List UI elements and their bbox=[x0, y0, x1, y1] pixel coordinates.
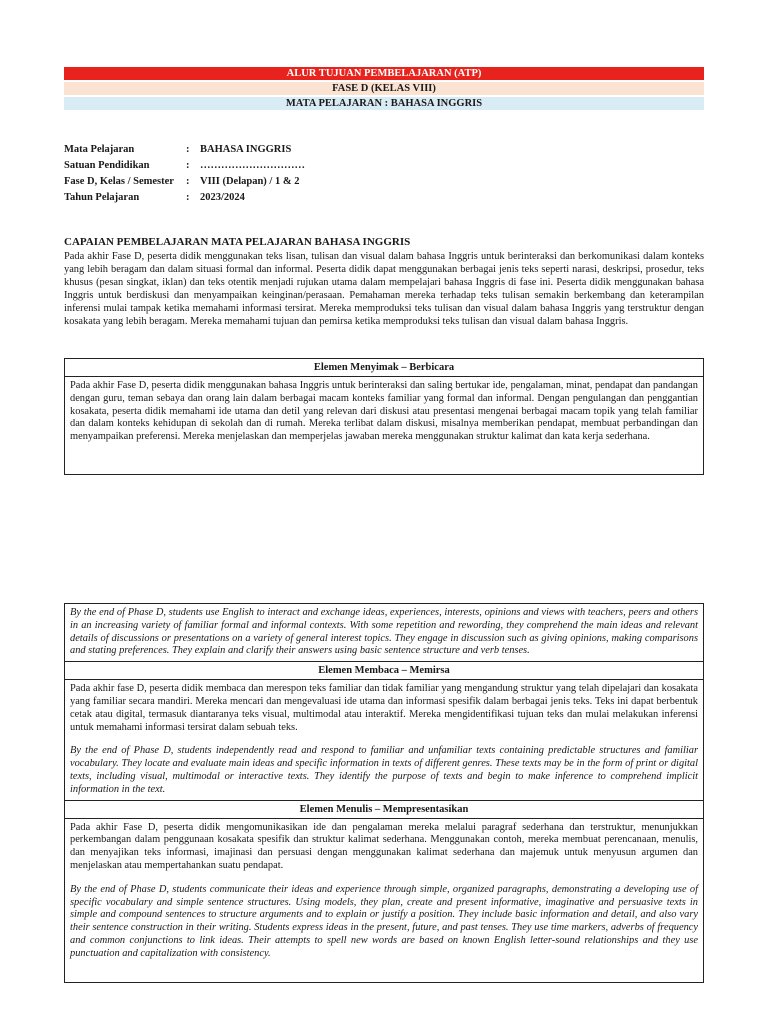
elemen-menulis-text-en: By the end of Phase D, students communicate their ideas and experience through simple, organized paragraphs, demonstrating a developing use of specific vocabulary and simple sentence structures. Using models, they plan, create and present informative, imaginative and persuasive texts in simple and compound sentences to structure arguments and to explain or justify a position. They include basic information and detail, and also vary their sentence construction in their writing. Students express ideas in the present, future, and past tenses. They use time markers, adverbs of frequency and common conjunctions to link ideas. Their attempts to spell new words are based on known English letter-sound relationships and they use punctuation and capitalization with consistency. bbox=[70, 883, 698, 959]
info-row bbox=[64, 174, 305, 190]
capaian-title: CAPAIAN PEMBELAJARAN MATA PELAJARAN BAHASA INGGRIS bbox=[64, 236, 411, 248]
elemen-menulis-text-id: Pada akhir Fase D, peserta didik mengomunikasikan ide dan pengalaman mereka melalui paragraf sederhana dan terstruktur, menunjukkan perkembangan dalam penggunaan kosakata spesifik dan struktur kalimat sederhana. Menggunakan contoh, mereka membuat perencanaan, menulis, dan menyajikan teks informasi, imajinasi dan persuasi dengan menggunakan kalimat sederhana dan majemuk untuk menyusun argumen dan menjelaskan atau mempertahankan suatu pendapat. bbox=[70, 821, 698, 871]
capaian-text: Pada akhir Fase D, peserta didik menggunakan teks lisan, tulisan dan visual dalam bahasa Inggris untuk berinteraksi dan berkomunikasi dalam konteks yang lebih beragam dan dalam situasi formal dan informal. Peserta didik dapat menggunakan berbagai jenis teks seperti narasi, deskripsi, prosedur, teks khusus (pesan singkat, iklan) dan teks otentik menjadi rujukan utama dalam mempelajari bahasa Inggris di fase ini. Peserta didik menggunakan bahasa Inggris untuk berdiskusi dan menyampaikan keinginan/perasaan. Pemahaman mereka terhadap teks tulisan semakin berkembang dan keterampilan inferensi mulai tampak ketika memahami informasi tersirat. Mereka memproduksi teks tulisan dan visual dalam bahasa Inggris yang terstruktur dengan kosakata yang lebih beragam. Mereka memahami tujuan dan pemirsa ketika memproduksi teks tulisan dan visual dalam bahasa Inggris. bbox=[64, 251, 704, 327]
info-value: ………………………… bbox=[200, 160, 305, 171]
info-label: Satuan Pendidikan bbox=[64, 160, 150, 171]
info-sep: : bbox=[186, 144, 190, 155]
phase-bar: FASE D (KELAS VIII) bbox=[64, 82, 704, 95]
elemen-menyimak-box bbox=[64, 358, 704, 475]
elemen-membaca-title: Elemen Membaca – Memirsa bbox=[65, 661, 703, 680]
info-value: BAHASA INGGRIS bbox=[200, 144, 292, 155]
info-row bbox=[64, 142, 305, 158]
elemen-menyimak-title: Elemen Menyimak – Berbicara bbox=[65, 359, 703, 377]
subject-bar: MATA PELAJARAN : BAHASA INGGRIS bbox=[64, 97, 704, 110]
info-row bbox=[64, 190, 305, 206]
info-label: Tahun Pelajaran bbox=[64, 192, 140, 203]
info-label: Mata Pelajaran bbox=[64, 144, 135, 155]
elemen-membaca-text-en: By the end of Phase D, students independently read and respond to familiar and unfamiliar texts containing predictable structures and familiar vocabulary. They locate and evaluate main ideas and specific information in texts of different genres. These texts may be in the form of print or digital texts, including visual, multimodal or interactive texts. They identify the purpose of texts and begin to make inference to comprehend implicit information in the text. bbox=[70, 745, 698, 795]
doc-title-bar: ALUR TUJUAN PEMBELAJARAN (ATP) bbox=[64, 67, 704, 80]
elemen-continuation-box bbox=[64, 603, 704, 983]
elemen-menyimak-text-en: By the end of Phase D, students use English to interact and exchange ideas, experiences, interests, opinions and views with teachers, peers and others in an increasing variety of familiar formal and informal contexts. With some repetition and rewording, they comprehend the main ideas and relevant details of discussions or presentations on a variety of general interest topics. They engage in discussion such as giving opinions, making comparisons and stating preferences. They explain and clarify their answers using basic sentence structure and verb tenses. bbox=[70, 607, 698, 657]
info-value: 2023/2024 bbox=[200, 192, 245, 203]
elemen-menyimak-text-id: Pada akhir Fase D, peserta didik menggunakan bahasa Inggris untuk berinteraksi dan saling bertukar ide, pengalaman, minat, pendapat dan pandangan dengan guru, teman sebaya dan orang lain dalam berbagai macam konteks familiar yang formal dan informal. Dengan pengulangan dan penggantian kosakata, peserta didik memahami ide utama dan detil yang relevan dari diskusi atau presentasi mengenai berbagai macam topik yang telah familiar dan dalam konteks kehidupan di sekolah dan di rumah. Mereka terlibat dalam diskusi, misalnya memberikan pendapat, membuat perbandingan dan menyampaikan preferensi. Mereka menjelaskan dan memperjelas jawaban mereka menggunakan struktur kalimat dan kata kerja sederhana. bbox=[70, 380, 698, 443]
info-row bbox=[64, 158, 305, 174]
info-sep: : bbox=[186, 192, 190, 203]
info-table bbox=[64, 142, 305, 206]
info-sep: : bbox=[186, 176, 190, 187]
info-value: VIII (Delapan) / 1 & 2 bbox=[200, 176, 300, 187]
info-label: Fase D, Kelas / Semester bbox=[64, 176, 174, 187]
elemen-membaca-text-id: Pada akhir fase D, peserta didik membaca dan merespon teks familiar dan tidak familiar yang mengandung struktur yang telah dipelajari dan kosakata yang familiar secara mandiri. Mereka mencari dan mengevaluasi ide utama dan informasi spesifik dalam berbagai jenis teks. Teks ini dapat berbentuk cetak atau digital, termasuk diantaranya teks visual, multimodal atau interaktif. Mereka mengidentifikasi tujuan teks dan mulai melakukan inferensi untuk memahami informasi tersirat dalam sebuah teks. bbox=[70, 683, 698, 733]
info-sep: : bbox=[186, 160, 190, 171]
elemen-menulis-title: Elemen Menulis – Mempresentasikan bbox=[65, 800, 703, 819]
